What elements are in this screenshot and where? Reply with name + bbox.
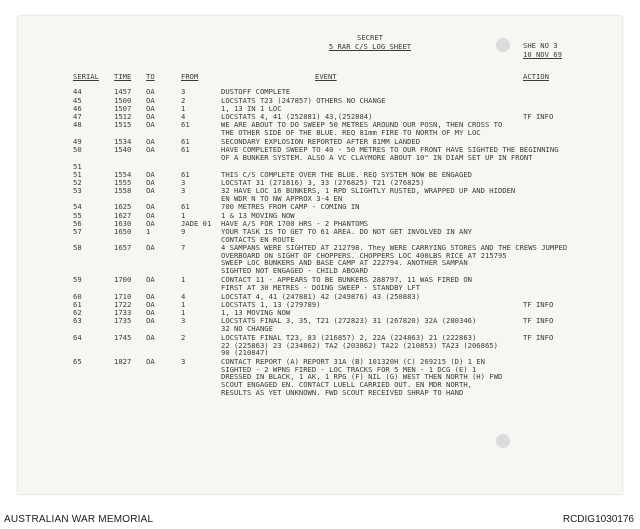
entry-time: 1733 [114,308,132,317]
entry-event-line: CONTACTS EN ROUTE [221,234,295,244]
entry-serial: 47 [73,112,82,121]
col-header-time: TIME [114,72,132,81]
entry-serial: 44 [73,87,82,96]
entry-serial: 65 [73,357,82,366]
entry-action: TF INFO [523,112,554,121]
entry-serial: 52 [73,178,82,187]
entry-to: OA [146,145,155,154]
entry-event-line: HAVE COMPLETED SWEEP TO 40 - 50 METRES TO OUR FRONT HAVE SIGHTED THE BEGINNING [221,145,559,154]
entry-serial: 61 [73,300,82,309]
entry-serial: 55 [73,211,82,220]
col-header-from: FROM [181,72,199,81]
entry-event-line: LOCSTATS 4, 41 (252881) 43,(252884) [221,112,373,121]
entry-serial: 50 [73,145,82,154]
entry-time: 1745 [114,333,132,342]
entry-event-line: SWEEP LOC BUNKERS AND BASE CAMP AT 222794. ANOTHER SAMPAN [221,258,468,268]
entry-event-line: 1, 13 IN 1 LOC [221,104,282,113]
entry-serial: 51 [73,162,82,171]
entry-event-line: 90 (210847) [221,348,269,358]
entry-serial: 45 [73,96,82,105]
entry-event-line: FIRST AT 30 METRES - DOING SWEEP - STANDBY LFT [221,282,421,292]
entry-event-line: CONTACT REPORT (A) REPORT 31A (B) 101320H (C) 269215 (D) 1 EN [221,357,485,366]
entry-event-line: 1, 13 MOVING NOW [221,308,291,317]
entry-time: 1507 [114,104,132,113]
entry-to: OA [146,292,155,301]
entry-from: 3 [181,186,186,195]
entry-serial: 59 [73,275,82,284]
entry-to: OA [146,202,155,211]
entry-time: 1710 [114,292,132,301]
entry-serial: 56 [73,219,82,228]
entry-event-line: YOUR TASK IS TO GET TO 61 AREA. DO NOT GET INVOLVED IN ANY [221,227,472,236]
entry-to: OA [146,243,155,252]
entry-to: OA [146,219,155,228]
entry-to: OA [146,275,155,284]
entry-from: 1 [181,300,186,309]
entry-serial: 46 [73,104,82,113]
entry-from: 61 [181,120,190,129]
entry-event-line: 4 SAMPANS WERE SIGHTED AT 212798. They WERE CARRYING STORES AND THE CREWS JUMPED [221,243,568,252]
entry-event-line: LOCSTATS 1, 13 (279789) [221,300,321,309]
entry-event-line: OF A BUNKER SYSTEM. ALSO A VC CLAYMORE ABOUT 10" IN DIAM SET UP IN FRONT [221,152,533,162]
entry-action: TF INFO [523,333,554,342]
entry-event-line: LOCSTATS T23 (247857) OTHERS NO CHANGE [221,96,386,105]
entry-time: 1657 [114,243,132,252]
entry-from: 4 [181,112,186,121]
entry-serial: 53 [73,186,82,195]
entry-time: 1700 [114,275,132,284]
entry-action: TF INFO [523,300,554,309]
entry-from: 7 [181,243,186,252]
entry-serial: 58 [73,243,82,252]
entry-from: 61 [181,170,190,179]
entry-event-line: EN WDR N TO NW APPROX 3-4 EN [221,193,343,203]
entry-event-line: CONTACT 11 - APPEARS TO BE BUNKERS 288797. 11 WAS FIRED ON [221,275,472,284]
entry-time: 1554 [114,170,132,179]
entry-event-line: HAVE A/S FOR 1700 HRS - 2 PHANTOMS [221,219,369,228]
entry-to: OA [146,333,155,342]
entry-serial: 49 [73,137,82,146]
entry-to: OA [146,300,155,309]
entry-from: 3 [181,316,186,325]
entry-from: 2 [181,96,186,105]
entry-from: 61 [181,202,190,211]
entry-serial: 48 [73,120,82,129]
col-header-action: ACTION [523,72,549,81]
entry-to: OA [146,120,155,129]
footer-source: AUSTRALIAN WAR MEMORIAL [4,514,154,525]
entry-from: 9 [181,227,186,236]
entry-event-line: SECONDARY EXPLOSION REPORTED AFTER 81MM LANDED [221,137,421,146]
entry-time: 1722 [114,300,132,309]
entry-time: 1627 [114,211,132,220]
entry-to: OA [146,186,155,195]
punch-hole [496,434,510,448]
entry-time: 1630 [114,219,132,228]
entry-time: 1625 [114,202,132,211]
entry-action: TF INFO [523,316,554,325]
entry-event-line: LOCSTATS FINAL 3, 35, T21 (272823) 31 (267820) 32A (280346) [221,316,477,325]
entry-event-line: 22 (225863) 23 (234862) TA2 (203862) TA22 (210853) TA23 (206865) [221,340,498,350]
classification-label: SECRET [357,33,383,42]
entry-from: 3 [181,357,186,366]
entry-from: 1 [181,104,186,113]
col-header-to: TO [146,72,155,81]
entry-time: 1534 [114,137,132,146]
entry-from: 4 [181,292,186,301]
entry-from: 1 [181,275,186,284]
entry-event-line: 32 NO CHANGE [221,323,273,333]
entry-event-line: SCOUT ENGAGED EN. CONTACT LUELL CARRIED OUT. EN MDR NORTH, [221,380,472,390]
entry-to: 1 [146,227,151,236]
entry-time: 1735 [114,316,132,325]
footer-bar [0,509,640,529]
entry-event-line: LOCSTATE FINAL T23, 83 (216857) 2, 22A (224863) 21 (222863) [221,333,477,342]
entry-from: JADE 01 [181,219,212,228]
entry-from: 1 [181,308,186,317]
entry-event-line: 1 & 13 MOVING NOW [221,211,295,220]
entry-time: 1512 [114,112,132,121]
entry-time: 1827 [114,357,132,366]
col-header-event: EVENT [315,72,337,81]
entry-event-line: 32 HAVE LOC 16 BUNKERS, 1 RPD SLIGHTLY RUSTED, WRAPPED UP AND HIDDEN [221,186,516,195]
entry-time: 1558 [114,186,132,195]
entry-serial: 64 [73,333,82,342]
entry-event-line: LOCSTAT 31 (271816) 3, 33 (276825) T21 (276825) [221,178,425,187]
sheet-number: SHE NO 3 [523,41,558,50]
entry-event-line: 700 METRES FROM CAMP - COMING IN [221,202,360,211]
entry-event-line: THIS C/S COMPLETE OVER THE BLUE. REQ SYSTEM NOW BE ENGAGED [221,170,472,179]
entry-to: OA [146,357,155,366]
entry-event-line: LOCSTAT 4, 41 (247881) 42 (249876) 43 (250883) [221,292,421,301]
entry-to: OA [146,137,155,146]
entry-event-line: SIGHTED NOT ENGAGED - CHILD ABOARD [221,266,369,276]
entry-event-line: OVERBOARD ON SIGHT OF CHOPPERS. CHOPPERS LOC 400LBS RICE AT 215795 [221,250,507,260]
log-sheet-page [18,16,622,494]
entry-time: 1515 [114,120,132,129]
punch-hole [496,38,510,52]
entry-to: OA [146,96,155,105]
sheet-title: 5 RAR C/S LOG SHEET [328,42,412,51]
entry-serial: 54 [73,202,82,211]
entry-to: OA [146,170,155,179]
entry-to: OA [146,87,155,96]
entry-to: OA [146,211,155,220]
entry-time: 1650 [114,227,132,236]
entry-from: 1 [181,211,186,220]
entry-serial: 62 [73,308,82,317]
entry-to: OA [146,104,155,113]
entry-event-line: RESULTS AS YET UNKNOWN. FWD SCOUT RECEIVED SHRAP TO HAND [221,387,464,397]
entry-to: OA [146,316,155,325]
entry-event-line: DRESSED IN BLACK, 1 AK, 1 RPG (F) NIL (G) WEST THEN NORTH (H) FWD [221,372,503,382]
entry-serial: 60 [73,292,82,301]
footer-document-id: RCDIG1030176 [562,514,634,525]
entry-event-line: THE OTHER SIDE OF THE BLUE. REQ 81mm FIRE TO NORTH OF MY LOC [221,127,481,137]
entry-from: 61 [181,137,190,146]
entry-time: 1457 [114,87,132,96]
entry-time: 1555 [114,178,132,187]
entry-from: 2 [181,333,186,342]
entry-from: 3 [181,178,186,187]
entry-from: 61 [181,145,190,154]
entry-time: 1500 [114,96,132,105]
entry-event-line: WE ARE ABOUT TO DO SWEEP 50 METRES AROUND OUR POSN, THEN CROSS TO [221,120,503,129]
entry-serial: 57 [73,227,82,236]
entry-serial: 63 [73,316,82,325]
entry-event-line: SIGHTED - 2 WPNS FIRED - LOC TRACKS FOR 5 MEN - 1 DCG (E) 1 [221,364,477,374]
entry-to: OA [146,112,155,121]
col-header-serial: SERIAL [73,72,99,81]
entry-serial: 51 [73,170,82,179]
entry-to: OA [146,178,155,187]
entry-from: 3 [181,87,186,96]
entry-event-line: DUSTOFF COMPLETE [221,87,291,96]
entry-to: OA [146,308,155,317]
sheet-date: 10 NOV 69 [523,50,562,59]
entry-time: 1540 [114,145,132,154]
